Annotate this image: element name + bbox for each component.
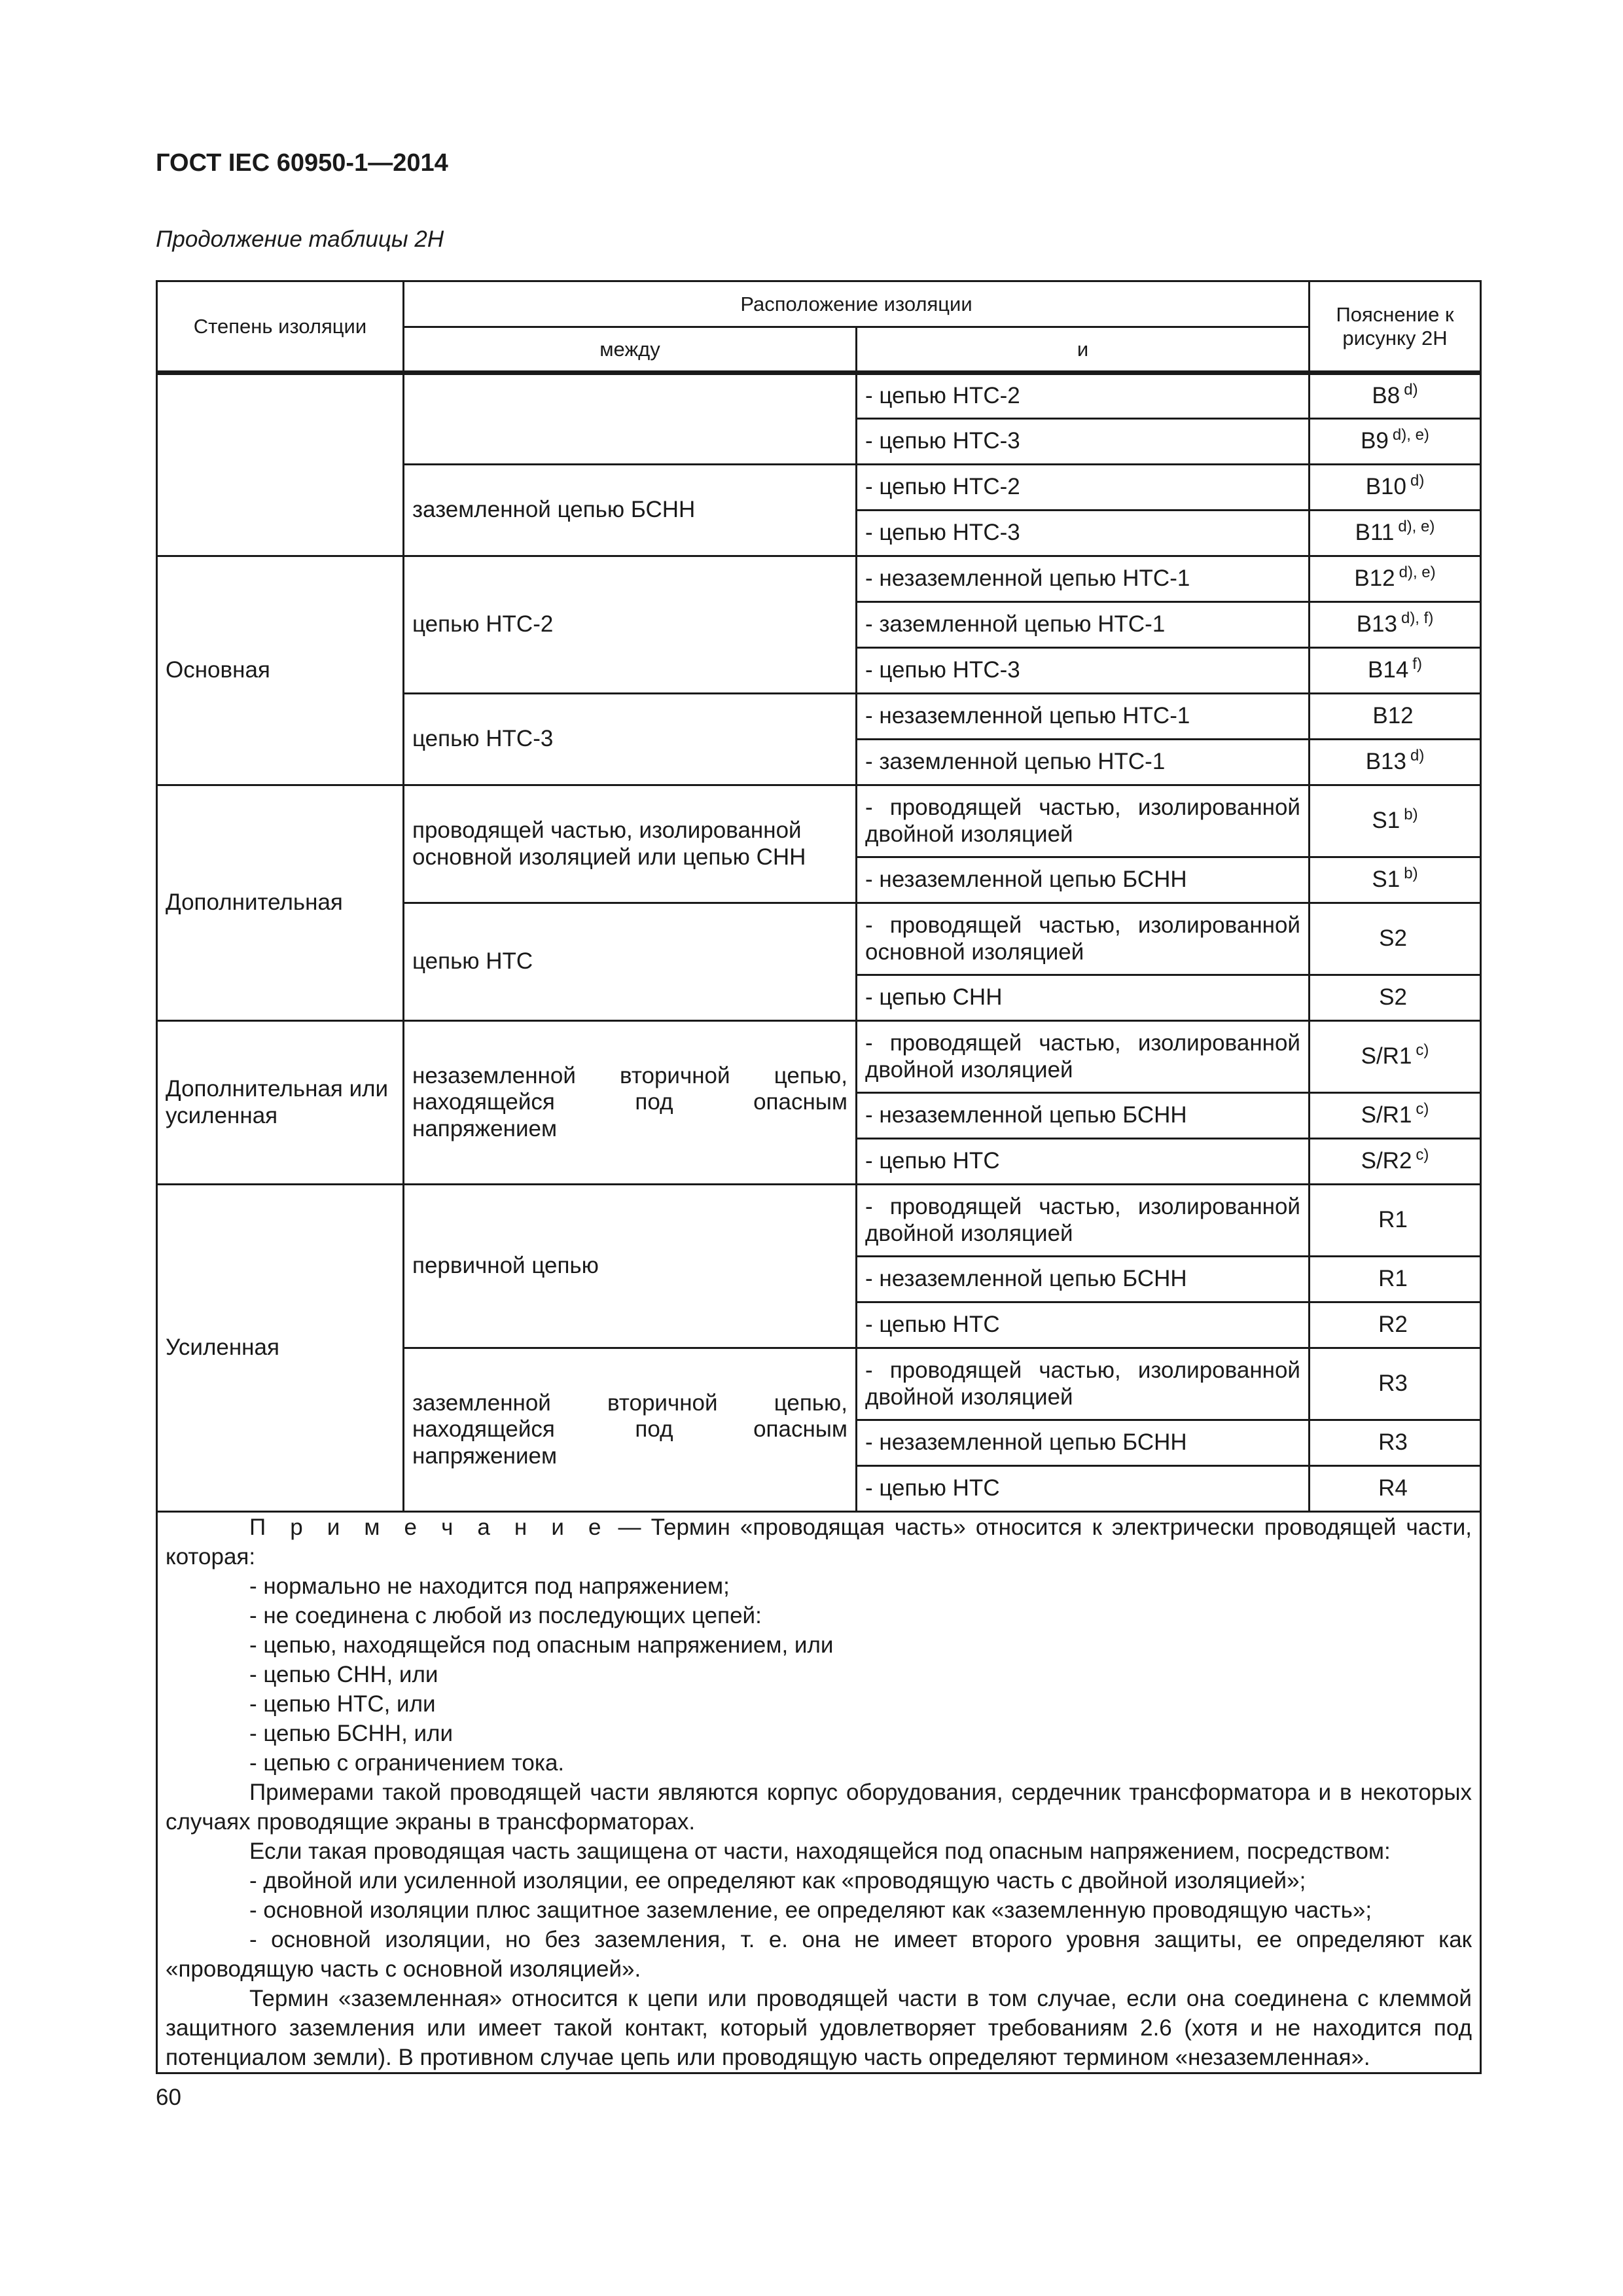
note-list-item: - цепью с ограничением тока.: [249, 1750, 565, 1776]
and-cell: - цепью НТС-3: [857, 419, 1310, 465]
ref-code: S1: [1372, 808, 1400, 834]
and-cell: - цепью НТС: [857, 1466, 1310, 1512]
and-cell: - незаземленной цепью БСНН: [857, 1257, 1310, 1302]
page-number: 60: [156, 2085, 181, 2110]
header-explanation: Пояснение к рисунку 2Н: [1310, 281, 1481, 373]
degree-cell: Дополнительная или усиленная: [157, 1021, 404, 1185]
and-cell: - проводящей частью, изолированной основной изоляцией: [857, 903, 1310, 975]
ref-cell: [1310, 556, 1481, 602]
ref-note: d): [1410, 472, 1425, 490]
table-row: [157, 785, 1481, 857]
ref-cell: [1310, 1302, 1481, 1348]
degree-cell: Дополнительная: [157, 785, 404, 1021]
ref-cell: [1310, 975, 1481, 1021]
note-list-item: - основной изоляции, но без заземления, т. е. она не имеет второго уровня защиты, ее определяют как «проводящую часть с основной изоляцией».: [166, 1927, 1472, 1982]
ref-note: b): [1404, 865, 1418, 883]
ref-cell: [1310, 785, 1481, 857]
and-cell: - заземленной цепью НТС-1: [857, 602, 1310, 648]
note-paragraph: Если такая проводящая часть защищена от части, находящейся под опасным напряжением, посредством:: [249, 1839, 1391, 1864]
and-cell: - незаземленной цепью БСНН: [857, 1420, 1310, 1466]
note-list-item: - нормально не находится под напряжением;: [249, 1573, 730, 1599]
and-cell: - цепью НТС: [857, 1302, 1310, 1348]
note-list-item: - цепью СНН, или: [249, 1662, 438, 1687]
note-paragraph: Термин «заземленная» относится к цепи или проводящей части в том случае, если она соединена с клеммой защитного заземления или имеет такой контакт, который удовлетворяет требованиям 2.6 (хотя и не находится под потенциалом земли). В противном случае цепь или проводящую часть определяют термином «незаземленная».: [166, 1986, 1472, 2070]
and-cell: - проводящей частью, изолированной двойной изоляцией: [857, 1185, 1310, 1257]
ref-code: S2: [1379, 984, 1407, 1011]
ref-code: R3: [1378, 1371, 1408, 1397]
between-cell: цепью НТС-3: [404, 694, 857, 785]
between-cell: первичной цепью: [404, 1185, 857, 1348]
ref-cell: [1310, 903, 1481, 975]
ref-code: B13: [1365, 749, 1406, 775]
ref-note: d), f): [1400, 609, 1434, 628]
between-cell: проводящей частью, изолированной основной изоляцией или цепью СНН: [404, 785, 857, 903]
ref-cell: [1310, 1139, 1481, 1185]
and-cell: - цепью НТС-3: [857, 648, 1310, 694]
degree-cell: Усиленная: [157, 1185, 404, 1512]
table-row: [157, 1185, 1481, 1257]
and-cell: - проводящей частью, изолированной двойной изоляцией: [857, 1021, 1310, 1093]
note-intro: [166, 1513, 1472, 1571]
note-paragraph: Примерами такой проводящей части являются корпус оборудования, сердечник трансформатора и в некоторых случаях проводящие экраны в трансформаторах.: [166, 1780, 1472, 1835]
between-cell: цепью НТС-2: [404, 556, 857, 694]
and-cell: - цепью СНН: [857, 975, 1310, 1021]
ref-cell: [1310, 1420, 1481, 1466]
ref-code: B8: [1372, 383, 1400, 409]
and-cell: - цепью НТС: [857, 1139, 1310, 1185]
ref-note: f): [1412, 655, 1422, 673]
ref-cell: [1310, 511, 1481, 556]
ref-code: B11: [1355, 520, 1395, 546]
ref-note: c): [1416, 1100, 1429, 1119]
ref-code: S/R1: [1361, 1043, 1412, 1069]
ref-cell: [1310, 1185, 1481, 1257]
ref-cell: [1310, 1093, 1481, 1139]
ref-code: B12: [1372, 703, 1414, 729]
notes-row: [157, 1512, 1481, 2073]
ref-code: B14: [1368, 657, 1409, 683]
and-cell: - цепью НТС-2: [857, 373, 1310, 419]
ref-cell: [1310, 648, 1481, 694]
ref-code: R1: [1378, 1266, 1408, 1292]
and-cell: - цепью НТС-2: [857, 465, 1310, 511]
between-cell-empty: [404, 373, 857, 465]
table-row: [157, 373, 1481, 419]
ref-cell: [1310, 373, 1481, 419]
ref-code: R1: [1378, 1207, 1408, 1233]
ref-note: d), e): [1392, 426, 1429, 444]
ref-code: B12: [1354, 565, 1395, 592]
ref-note: d): [1410, 747, 1425, 765]
ref-cell: [1310, 419, 1481, 465]
ref-cell: [1310, 694, 1481, 740]
between-cell: заземленной цепью БСНН: [404, 465, 857, 556]
insulation-table: [156, 280, 1482, 2074]
ref-code: S2: [1379, 925, 1407, 952]
and-cell: - незаземленной цепью НТС-1: [857, 694, 1310, 740]
header-and: и: [857, 327, 1310, 373]
note-label: П р и м е ч а н и е: [249, 1515, 609, 1540]
note-list-item: - цепью БСНН, или: [249, 1721, 454, 1746]
between-cell: цепью НТС: [404, 903, 857, 1021]
and-cell: - незаземленной цепью НТС-1: [857, 556, 1310, 602]
ref-note: b): [1404, 806, 1418, 824]
and-cell: - незаземленной цепью БСНН: [857, 857, 1310, 903]
notes-cell: [157, 1512, 1481, 2073]
ref-note: d), e): [1399, 564, 1436, 582]
ref-code: R3: [1378, 1429, 1408, 1456]
and-cell: - проводящей частью, изолированной двойной изоляцией: [857, 785, 1310, 857]
ref-cell: [1310, 465, 1481, 511]
between-cell: заземленной вторичной цепью, находящейся под опасным напряжением: [404, 1348, 857, 1512]
ref-cell: [1310, 1257, 1481, 1302]
and-cell: - проводящей частью, изолированной двойной изоляцией: [857, 1348, 1310, 1420]
ref-cell: [1310, 1348, 1481, 1420]
table-row: [157, 556, 1481, 602]
and-cell: - цепью НТС-3: [857, 511, 1310, 556]
ref-code: B13: [1356, 611, 1397, 637]
degree-cell: Основная: [157, 556, 404, 785]
ref-cell: [1310, 602, 1481, 648]
note-list-item: - двойной или усиленной изоляции, ее определяют как «проводящую часть с двойной изоляцией»;: [249, 1868, 1306, 1893]
ref-code: S/R1: [1361, 1102, 1412, 1128]
ref-code: R4: [1378, 1475, 1408, 1501]
document-header: ГОСТ IEC 60950-1—2014: [156, 149, 448, 177]
degree-cell-empty: [157, 373, 404, 556]
note-list-item: - не соединена с любой из последующих цепей:: [249, 1603, 762, 1628]
ref-note: d), e): [1398, 518, 1435, 536]
ref-note: c): [1416, 1041, 1429, 1060]
table-caption: Продолжение таблицы 2Н: [156, 226, 444, 252]
note-list-item: - основной изоляции плюс защитное заземление, ее определяют как «заземленную проводящую часть»;: [249, 1897, 1372, 1923]
ref-code: S/R2: [1361, 1148, 1412, 1174]
ref-cell: [1310, 1466, 1481, 1512]
note-list-item: - цепью НТС, или: [249, 1691, 436, 1717]
header-degree: Степень изоляции: [157, 281, 404, 373]
ref-cell: [1310, 1021, 1481, 1093]
ref-cell: [1310, 740, 1481, 785]
note-intro-text: — Термин «проводящая часть» относится к электрически проводящей части, которая:: [166, 1515, 1472, 1570]
ref-code: S1: [1372, 867, 1400, 893]
table-row: [157, 1021, 1481, 1093]
ref-note: c): [1416, 1146, 1429, 1164]
ref-code: B9: [1361, 428, 1389, 454]
note-list-item: - цепью, находящейся под опасным напряжением, или: [249, 1632, 834, 1658]
ref-cell: [1310, 857, 1481, 903]
and-cell: - незаземленной цепью БСНН: [857, 1093, 1310, 1139]
ref-code: B10: [1365, 474, 1406, 500]
header-between: между: [404, 327, 857, 373]
header-location: Расположение изоляции: [404, 281, 1310, 327]
ref-note: d): [1404, 381, 1418, 399]
between-cell: незаземленной вторичной цепью, находящейся под опасным напряжением: [404, 1021, 857, 1185]
and-cell: - заземленной цепью НТС-1: [857, 740, 1310, 785]
ref-code: R2: [1378, 1312, 1408, 1338]
